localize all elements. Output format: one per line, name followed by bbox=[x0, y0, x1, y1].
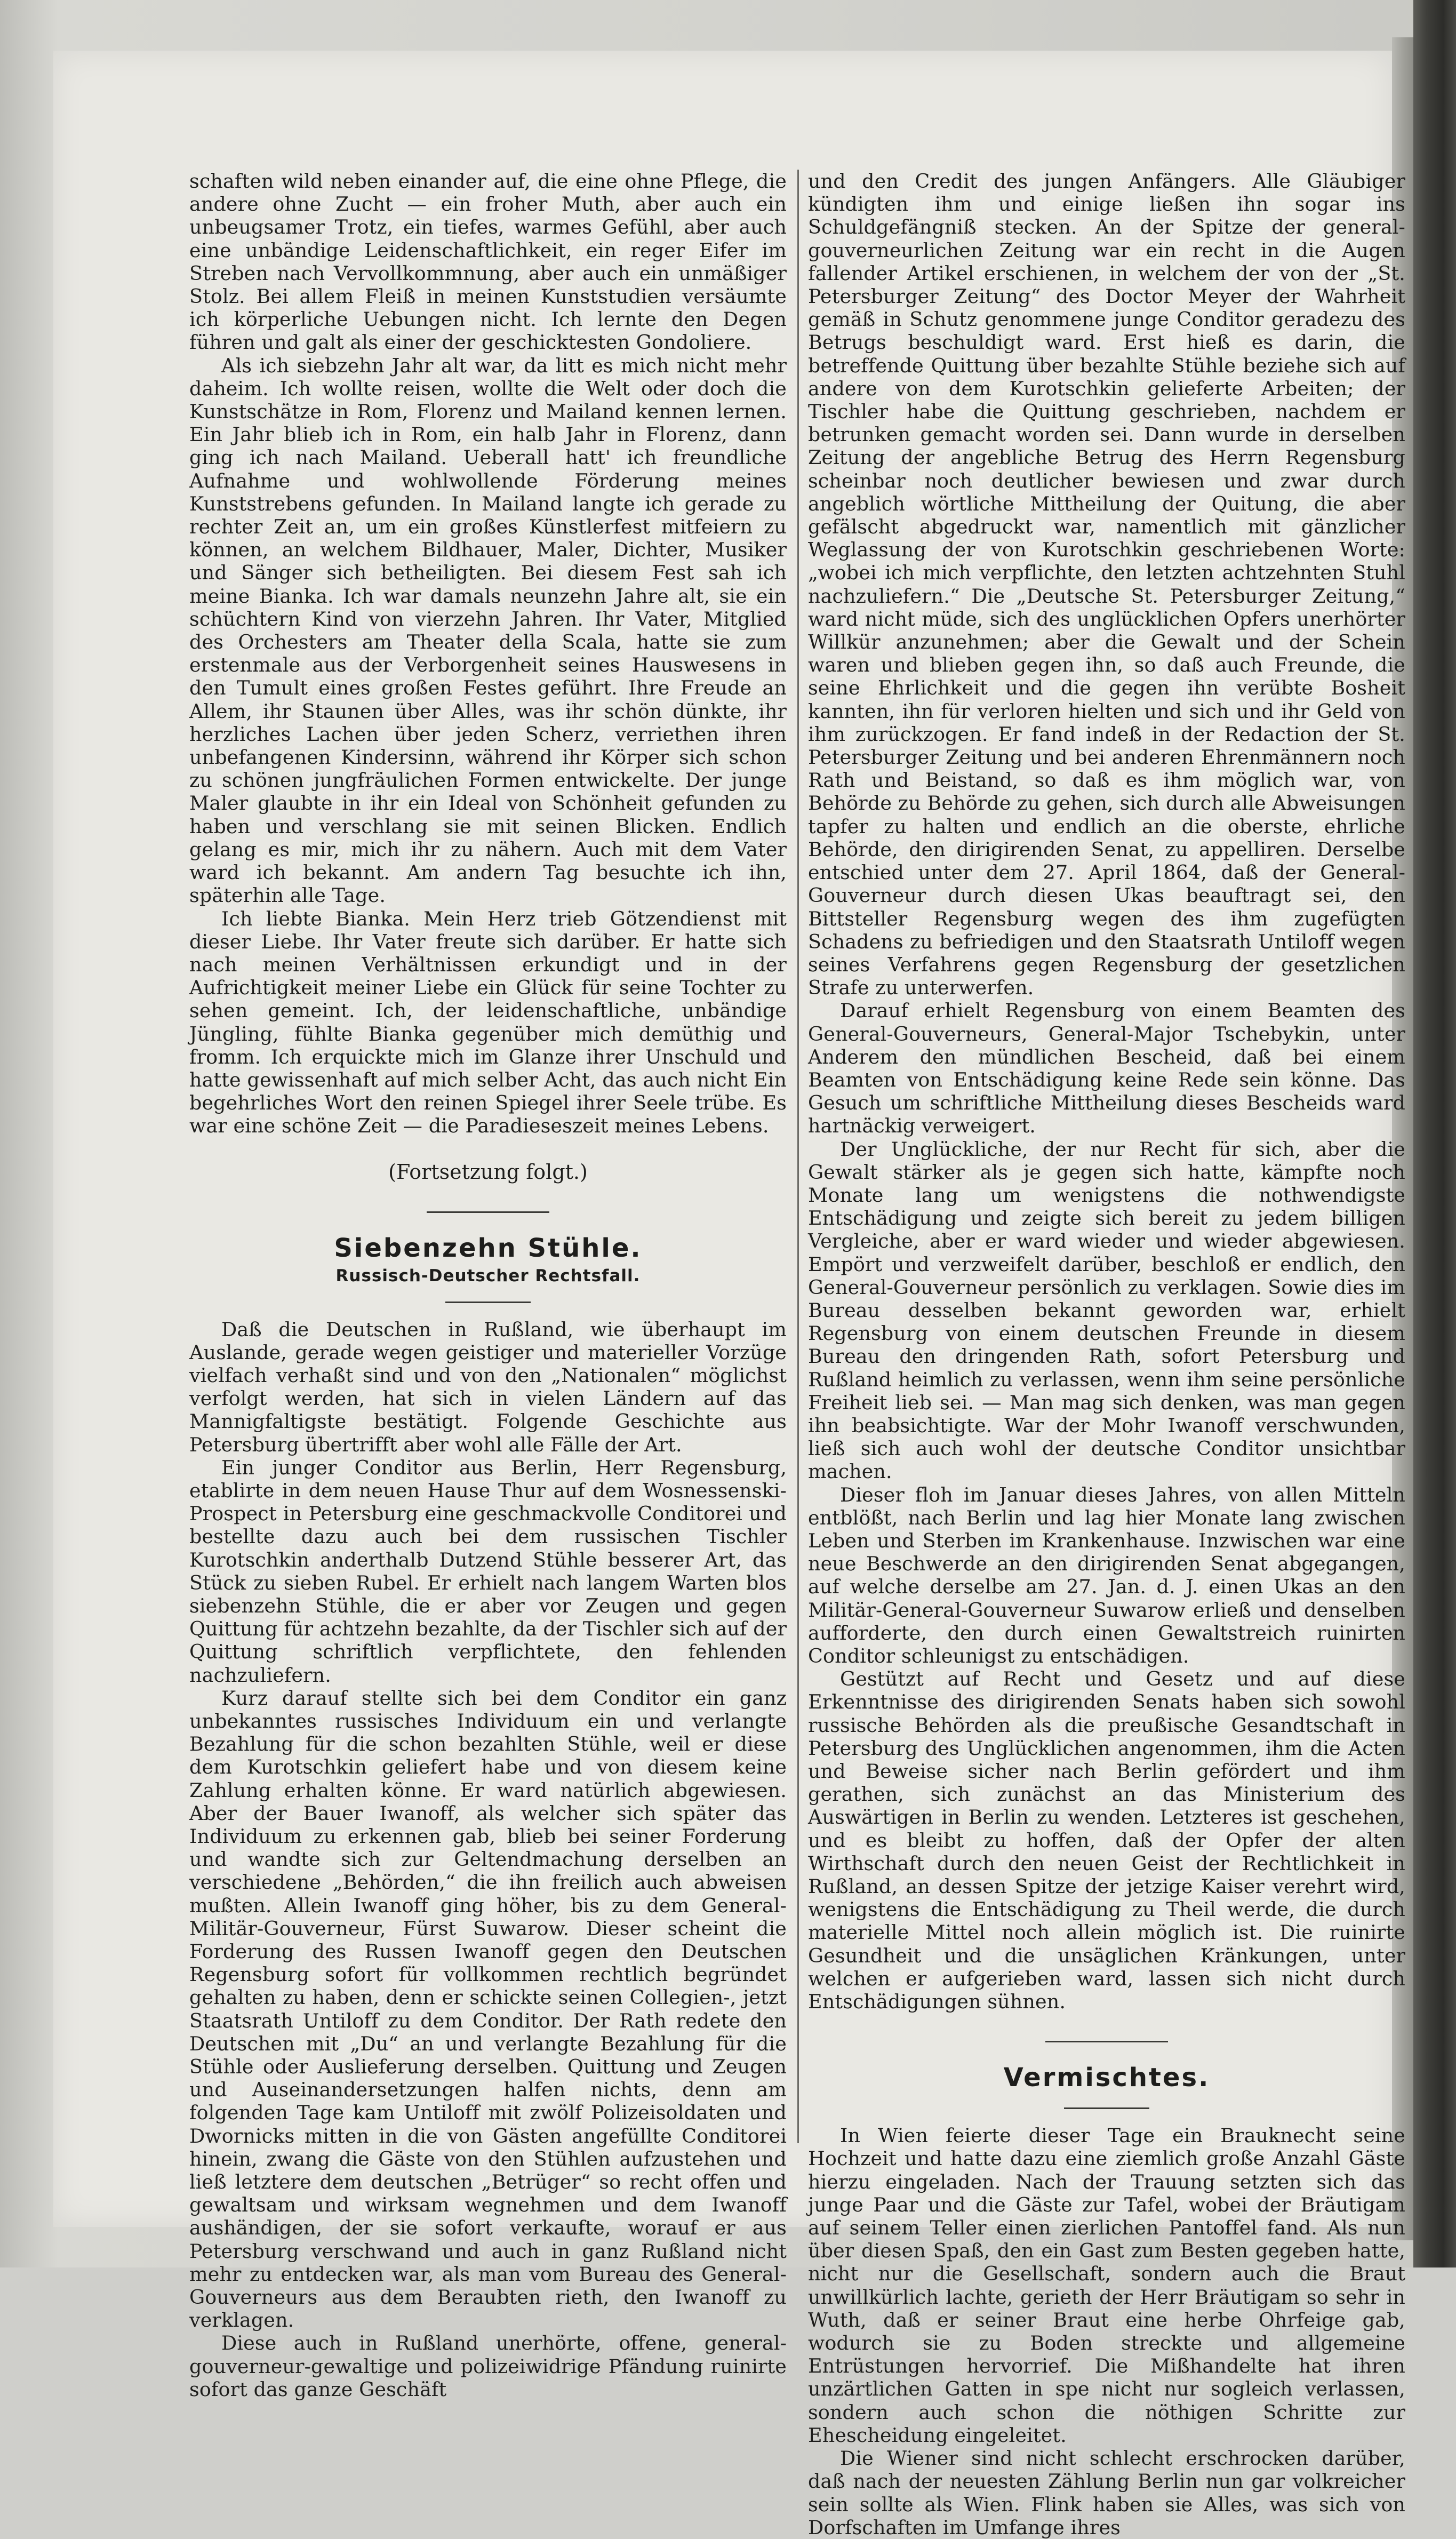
article-paragraph: Darauf erhielt Regensburg von einem Beamten des General-Gouverneurs, General-Major Tschebykin, unter Anderem den mündlichen Bescheid, daß bei einem Beamten von Entschädigung keine Rede sein könne. Das Gesuch um schriftliche Mittheilung dieses Bescheids ward hartnäckig verweigert. bbox=[808, 999, 1405, 1138]
right-column bbox=[808, 170, 1405, 2539]
title-divider bbox=[445, 1302, 531, 1303]
article-paragraph: Der Unglückliche, der nur Recht für sich, aber die Gewalt stärker als je gegen sich hatte, kämpfte noch Monate lang um wenigstens die nothwendigste Entschädigung und zeigte sich bereit zu jedem billigen Vergleiche, aber er ward wieder und wieder abgewiesen. Empört und verzweifelt darüber, beschloß er endlich, den General-Gouverneur persönlich zu verklagen. Sowie dies im Bureau desselben bekannt geworden war, erhielt Regensburg von einem deutschen Freunde in diesem Bureau den dringenden Rath, sofort Petersburg und Rußland heimlich zu verlassen, wenn ihm seine persönliche Freiheit lieb sei. — Man mag sich denken, was man gegen ihn beabsichtigte. War der Mohr Iwanoff verschwunden, ließ sich auch wohl der deutsche Conditor unsichtbar machen. bbox=[808, 1137, 1405, 1483]
book-binding bbox=[1413, 0, 1456, 2267]
article-paragraph: Kurz darauf stellte sich bei dem Conditor ein ganz unbekanntes russisches Individuum ein und verlangte Bezahlung für die schon bezahlten Stühle, weil er diese dem Kurotschkin geliefert habe und von diesem keine Zahlung erhalten könne. Er ward natürlich abgewiesen. Aber der Bauer Iwanoff, als welcher sich später das Individuum zu erkennen gab, blieb bei seiner Forderung und wandte sich zur Geltendmachung derselben an verschiedene „Behörden,“ die ihn freilich auch abweisen mußten. Allein Iwanoff ging höher, bis zu dem General-Militär-Gouverneur, Fürst Suwarow. Dieser scheint die Forderung des Russen Iwanoff gegen den Deutschen Regensburg sofort für vollkommen rechtlich begründet gehalten zu haben, denn er schickte seinen Collegien-, jetzt Staatsrath Untiloff zu dem Conditor. Der Rath redete den Deutschen mit „Du“ an und verlangte Bezahlung für die Stühle oder Auslieferung derselben. Quittung und Zeugen und Auseinandersetzungen halfen nichts, denn am folgenden Tage kam Untiloff mit zwölf Polizeisoldaten und Dwornicks mitten in die von Gästen angefüllte Conditorei hinein, zwang die Gäste von den Stühlen aufzustehen und ließ letztere dem deutschen „Betrüger“ so recht offen und gewaltsam und wirksam wegnehmen und dem Iwanoff aushändigen, der sie sofort verkaufte, worauf er aus Petersburg verschwand und auch in ganz Rußland nicht mehr zu entdecken war, als man vom Bureau des General-Gouverneurs aus dem Beraubten rieth, den Iwanoff zu verklagen. bbox=[189, 1686, 787, 2332]
misc-paragraph: Die Wiener sind nicht schlecht erschrocken darüber, daß nach der neuesten Zählung Berlin nun gar volkreicher sein sollte als Wien. Flink haben sie Alles, was sich von Dorfschaften im Umfange ihres bbox=[808, 2447, 1405, 2539]
body-paragraph: Als ich siebzehn Jahr alt war, da litt es mich nicht mehr daheim. Ich wollte reisen, wollte die Welt oder doch die Kunstschätze in Rom, Florenz und Mailand kennen lernen. Ein Jahr blieb ich in Rom, ein halb Jahr in Florenz, dann ging ich nach Mailand. Ueberall hatt' ich freundliche Aufnahme und wohlwollende Förderung meines Kunststrebens gefunden. In Mailand langte ich gerade zu rechter Zeit an, um ein großes Künstlerfest mitfeiern zu können, an welchem Bildhauer, Maler, Dichter, Musiker und Sänger sich betheiligten. Bei diesem Fest sah ich meine Bianka. Ich war damals neunzehn Jahre alt, sie ein schüchtern Kind von vierzehn Jahren. Ihr Vater, Mitglied des Orchesters am Theater della Scala, hatte sie zum erstenmale aus der Verborgenheit seines Hauswesens in den Tumult eines großen Festes geführt. Ihre Freude an Allem, ihr Staunen über Alles, was ihr schön dünkte, ihr herzliches Lachen über jeden Scherz, verriethen ihren unbefangenen Kindersinn, während ihr Körper sich schon zu schönen jungfräulichen Formen entwickelte. Der junge Maler glaubte in ihr ein Ideal von Schönheit gefunden zu haben und verschlang sie mit seinen Blicken. Endlich gelang es mir, mich ihr zu nähern. Auch mit dem Vater ward ich bekannt. Am andern Tag besuchte ich ihn, späterhin alle Tage. bbox=[189, 354, 787, 907]
article-paragraph: Diese auch in Rußland unerhörte, offene, general-gouverneur-gewaltige und polizeiwidrige Pfändung ruinirte sofort das ganze Geschäft bbox=[189, 2332, 787, 2401]
column-rule bbox=[797, 170, 799, 2143]
body-paragraph: Ich liebte Bianka. Mein Herz trieb Götzendienst mit dieser Liebe. Ihr Vater freute sich darüber. Er hatte sich nach meinen Verhältnissen erkundigt und in der Aufrichtigkeit meiner Liebe ein Glück für seine Tochter zu sehen gemeint. Ich, der leidenschaftliche, unbändige Jüngling, fühlte Bianka gegenüber mich demüthig und fromm. Ich erquickte mich im Glanze ihrer Unschuld und hatte gewissenhaft auf mich selber Acht, das auch nicht Ein begehrliches Wort den reinen Spiegel ihrer Seele trübe. Es war eine schöne Zeit — die Paradieseszeit meines Lebens. bbox=[189, 907, 787, 1138]
article-paragraph: und den Credit des jungen Anfängers. Alle Gläubiger kündigten ihm und einige ließen ihn sogar ins Schuldgefängniß stecken. An der Spitze der general-gouverneurlichen Zeitung war ein recht in die Augen fallender Artikel erschienen, in welchem der von der „St. Petersburger Zeitung“ des Doctor Meyer der Wahrheit gemäß in Schutz genommene junge Conditor geradezu des Betrugs beschuldigt ward. Erst hieß es darin, die betreffende Quittung über bezahlte Stühle beziehe sich auf andere von dem Kurotschkin gelieferte Arbeiten; der Tischler habe die Quittung geschrieben, nachdem er betrunken gemacht worden sei. Dann wurde in derselben Zeitung der angebliche Betrug des Herrn Regensburg scheinbar noch deutlicher bewiesen und zwar durch angeblich wörtliche Mittheilung der Quitung, die aber gefälscht abgedruckt war, namentlich mit gänzlicher Weglassung der von Kurotschkin geschriebenen Worte: „wobei ich mich verpflichte, den letzten achtzehnten Stuhl nachzuliefern.“ Die „Deutsche St. Petersburger Zeitung,“ ward nicht müde, sich des unglücklichen Opfers unerhörter Willkür anzunehmen; aber die Gewalt und der Schein waren und blieben gegen ihn, so daß auch Freunde, die seine Ehrlichkeit und die gegen ihn verübte Bosheit kannten, ihn für verloren hielten und sich und ihr Geld von ihm zurückzogen. Er fand indeß in der Redaction der St. Petersburger Zeitung und bei anderen Ehrenmännern noch Rath und Beistand, so daß es ihm möglich war, von Behörde zu Behörde zu gehen, sich durch alle Abweisungen tapfer zu halten und endlich an die oberste, ehrliche Behörde, den dirigirenden Senat, zu appelliren. Derselbe entschied unter dem 27. April 1864, daß der General-Gouverneur durch diesen Ukas beauftragt sei, den Bittsteller Regensburg wegen des ihm zugefügten Schadens zu befriedigen und den Staatsrath Untiloff wegen seines Verfahrens gegen Regensburg der gesetzlichen Strafe zu unterwerfen. bbox=[808, 170, 1405, 1000]
article-subtitle: Russisch-Deutscher Rechtsfall. bbox=[335, 1266, 641, 1286]
body-paragraph: schaften wild neben einander auf, die eine ohne Pflege, die andere ohne Zucht — ein froher Muth, aber auch ein unbeugsamer Trotz, ein tiefes, warmes Gefühl, aber auch eine unbändige Leidenschaftlichkeit, ein reger Eifer im Streben nach Vervollkommnung, aber auch ein unmäßiger Stolz. Bei allem Fleiß in meinen Kunststudien versäumte ich körperliche Uebungen nicht. Ich lernte den Degen führen und galt als einer der geschicktesten Gondoliere. bbox=[189, 170, 787, 354]
misc-paragraph: In Wien feierte dieser Tage ein Brauknecht seine Hochzeit und hatte dazu eine ziemlich große Anzahl Gäste hierzu eingeladen. Nach der Trauung setzten sich das junge Paar und die Gäste zur Tafel, wobei der Bräutigam auf seinem Teller einen zierlichen Pantoffel fand. Als nun über diesen Spaß, den ein Gast zum Besten gegeben hatte, nicht nur die Gesellschaft, sondern auch die Braut unwillkürlich lachte, gerieth der Herr Bräutigam so sehr in Wuth, daß er seiner Braut eine herbe Ohrfeige gab, wodurch sie zu Boden streckte und allgemeine Entrüstungen hervorrief. Die Mißhandelte hat ihren unzärtlichen Gatten in spe nicht nur sogleich verlassen, sondern auch schon die nöthigen Schritte zur Ehescheidung eingeleitet. bbox=[808, 2124, 1405, 2447]
continuation-note: (Fortsetzung folgt.) bbox=[388, 1160, 588, 1184]
title-divider bbox=[1064, 2107, 1149, 2109]
article-paragraph: Gestützt auf Recht und Gesetz und auf diese Erkenntnisse des dirigirenden Senats haben sich sowohl russische Behörden als die preußische Gesandtschaft in Petersburg des Unglücklichen angenommen, ihm die Acten und Beweise sicher nach Berlin gefördert und ihm gerathen, sich zunächst an das Ministerium des Auswärtigen in Berlin zu wenden. Letzteres ist geschehen, und es bleibt zu hoffen, daß der Opfer der alten Wirthschaft durch den neuen Geist der Rechtlichkeit in Rußland, an dessen Spitze der jetzige Kaiser verehrt wird, wenigstens die Entschädigung zu Theil werde, die durch materielle Mittel noch allein möglich ist. Die ruinirte Gesundheit und die unsäglichen Kränkungen, unter welchen er aufgerieben ward, lassen sich nicht durch Entschädigungen sühnen. bbox=[808, 1667, 1405, 2014]
article-paragraph: Daß die Deutschen in Rußland, wie überhaupt im Auslande, gerade wegen geistiger und materieller Vorzüge vielfach verhaßt sind und von den „Nationalen“ möglichst verfolgt werden, hat sich in vielen Ländern auf das Mannigfaltigste bestätigt. Folgende Geschichte aus Petersburg übertrifft aber wohl alle Fälle der Art. bbox=[189, 1318, 787, 1456]
section-divider bbox=[427, 1211, 549, 1213]
article-title: Siebenzehn Stühle. bbox=[334, 1233, 642, 1263]
article-paragraph: Dieser floh im Januar dieses Jahres, von allen Mitteln entblößt, nach Berlin und lag hier Monate lang zwischen Leben und Sterben im Krankenhause. Inzwischen war eine neue Beschwerde an den dirigirenden Senat abgegangen, auf welche derselbe am 27. Jan. d. J. einen Ukas an den Militär-General-Gouverneur Suwarow erließ und denselben aufforderte, den durch einen Gewaltstreich ruinirten Conditor schleunigst zu entschädigen. bbox=[808, 1483, 1405, 1667]
article-paragraph: Ein junger Conditor aus Berlin, Herr Regensburg, etablirte in dem neuen Hause Thur auf dem Wosnessenski-Prospect in Petersburg eine geschmackvolle Conditorei und bestellte dazu auch bei dem russischen Tischler Kurotschkin anderthalb Dutzend Stühle besserer Art, das Stück zu sieben Rubel. Er erhielt nach langem Warten blos siebenzehn Stühle, die er aber vor Zeugen und gegen Quittung für achtzehn bezahlte, da der Tischler sich auf der Quittung schriftlich verpflichtete, den fehlenden nachzuliefern. bbox=[189, 1456, 787, 1687]
misc-title: Vermischtes. bbox=[1003, 2063, 1210, 2093]
left-column bbox=[189, 170, 787, 2401]
section-divider bbox=[1045, 2041, 1168, 2042]
